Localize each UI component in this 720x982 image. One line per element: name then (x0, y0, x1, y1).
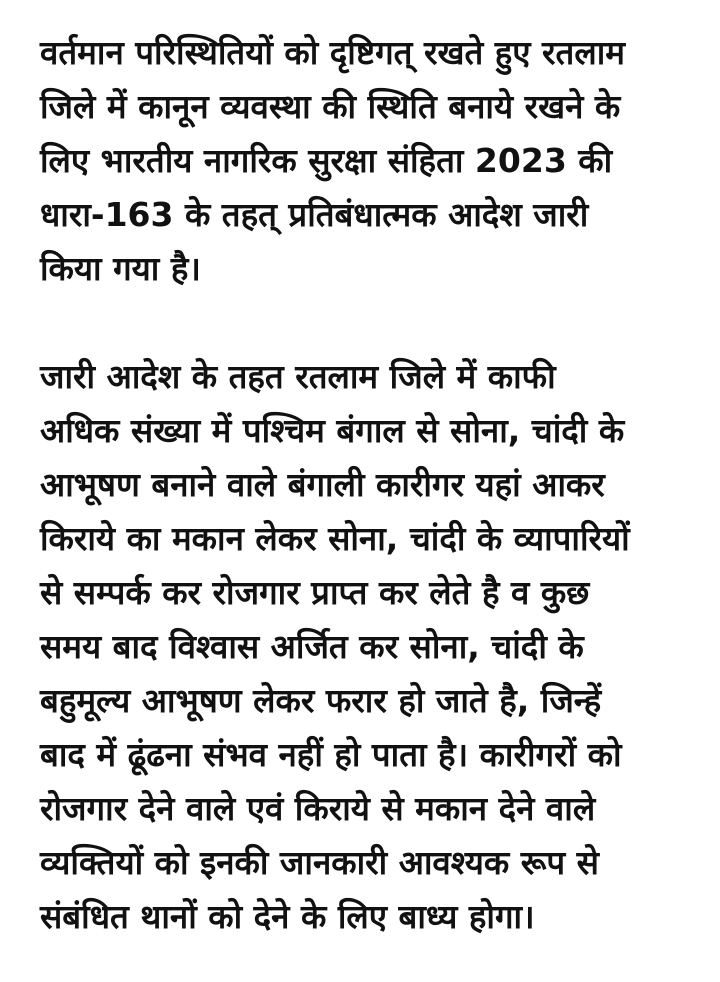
text-line: समय बाद विश्वास अर्जित कर सोना, चांदी के (40, 627, 584, 666)
text-line: अधिक संख्या में पश्चिम बंगाल से सोना, चांदी के (40, 411, 625, 450)
text-line: धारा-163 के तहत् प्रतिबंधात्मक आदेश जारी (40, 195, 589, 234)
paragraph-order-details (40, 350, 700, 944)
text-line: रोजगार देने वाले एवं किराये से मकान देने वाले (40, 789, 596, 828)
paragraph-order-announcement (40, 26, 700, 296)
text-line: बहुमूल्य आभूषण लेकर फरार हो जाते है, जिन्हें (40, 681, 602, 720)
text-line: संबंधित थानों को देने के लिए बाध्य होगा। (40, 897, 535, 936)
text-line: जारी आदेश के तहत रतलाम जिले में काफी (40, 357, 556, 396)
text-line: लिए भारतीय नागरिक सुरक्षा संहिता 2023 की (40, 141, 613, 180)
text-line: जिले में कानून व्यवस्था की स्थिति बनाये रखने के (40, 87, 621, 126)
text-line: किराये का मकान लेकर सोना, चांदी के व्यापारियों (40, 519, 630, 558)
text-line: से सम्पर्क कर रोजगार प्राप्त कर लेते है व कुछ (40, 573, 590, 612)
text-line: व्यक्तियों को इनकी जानकारी आवश्यक रूप से (40, 843, 599, 882)
text-line: वर्तमान परिस्थितियों को दृष्टिगत् रखते हुए रतलाम (40, 33, 625, 72)
text-line: बाद में ढूंढना संभव नहीं हो पाता है। कारीगरों को (40, 735, 622, 774)
text-line: आभूषण बनाने वाले बंगाली कारीगर यहां आकर (40, 465, 605, 504)
text-line: किया गया है। (40, 249, 201, 288)
